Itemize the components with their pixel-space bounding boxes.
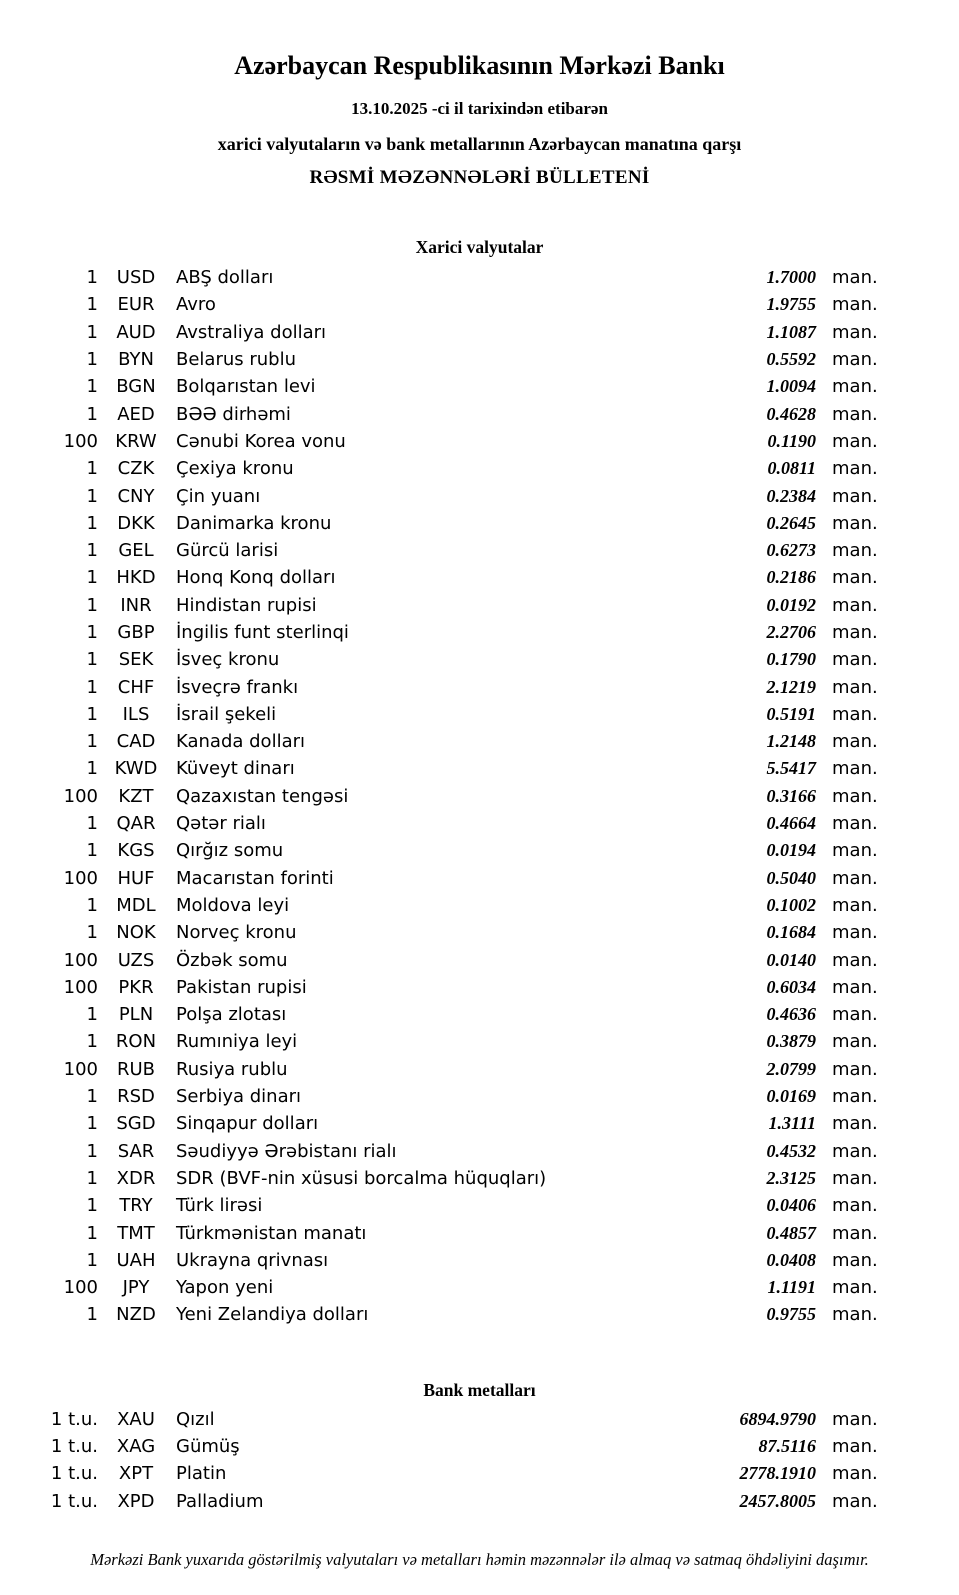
quantity-cell: 1 [86, 540, 98, 562]
currency-row [0, 1001, 890, 1028]
quantity-cell: 1 [86, 731, 98, 753]
quantity-cell: 1 [86, 894, 98, 916]
currency-row [0, 701, 890, 728]
name-cell: Danimarka kronu [176, 512, 332, 534]
code-cell: GEL [118, 540, 154, 562]
unit-cell: man. [832, 430, 878, 452]
unit-cell: man. [832, 1277, 878, 1299]
rate-cell: 0.0811 [767, 458, 816, 479]
name-cell: Özbək somu [176, 949, 288, 971]
quantity-cell: 1 t.u. [50, 1490, 98, 1512]
unit-cell: man. [832, 1304, 878, 1326]
unit-cell: man. [832, 321, 878, 343]
code-cell: MDL [116, 894, 156, 916]
currency-row [0, 619, 890, 646]
code-cell: DKK [117, 512, 155, 534]
currency-row [0, 1165, 890, 1192]
unit-cell: man. [832, 976, 878, 998]
rate-cell: 0.9755 [766, 1304, 816, 1325]
quantity-cell: 1 [86, 1304, 98, 1326]
unit-cell: man. [832, 813, 878, 835]
rate-cell: 0.4857 [766, 1222, 816, 1243]
quantity-cell: 1 [86, 840, 98, 862]
unit-cell: man. [832, 594, 878, 616]
rate-cell: 87.5116 [758, 1436, 816, 1457]
code-cell: UZS [117, 949, 155, 971]
unit-cell: man. [832, 267, 878, 289]
currency-row [0, 673, 890, 700]
rate-cell: 5.5417 [766, 758, 816, 779]
code-cell: AED [117, 403, 155, 425]
quantity-cell: 1 [86, 758, 98, 780]
rate-cell: 2.1219 [766, 676, 816, 697]
code-cell: TRY [119, 1195, 153, 1217]
name-cell: Rusiya rublu [176, 1058, 288, 1080]
rate-cell: 1.1087 [766, 321, 816, 342]
code-cell: KWD [114, 758, 158, 780]
rate-cell: 0.3879 [766, 1031, 816, 1052]
currency-row [0, 291, 890, 318]
metal-row [0, 1460, 890, 1487]
name-cell: Yapon yeni [176, 1277, 274, 1299]
code-cell: SAR [117, 1140, 155, 1162]
rate-cell: 0.2645 [766, 512, 816, 533]
currency-row [0, 482, 890, 509]
quantity-cell: 1 [86, 1113, 98, 1135]
unit-cell: man. [832, 649, 878, 671]
unit-cell: man. [832, 785, 878, 807]
name-cell: Cənubi Korea vonu [176, 430, 346, 452]
quantity-cell: 100 [63, 1277, 98, 1299]
name-cell: Gümüş [176, 1436, 240, 1458]
rate-cell: 0.3166 [766, 785, 816, 806]
rate-cell: 0.1002 [766, 894, 816, 915]
name-cell: İsrail şekeli [176, 703, 277, 725]
rate-cell: 1.0094 [766, 376, 816, 397]
name-cell: Çexiya kronu [176, 458, 294, 480]
code-cell: GBP [117, 622, 155, 643]
name-cell: Səudiyyə Ərəbistanı rialı [176, 1140, 397, 1162]
quantity-cell: 1 t.u. [50, 1436, 98, 1458]
code-cell: RUB [116, 1058, 156, 1080]
unit-cell: man. [832, 1408, 878, 1430]
name-cell: Honq Konq dolları [176, 567, 336, 589]
rate-cell: 2.3125 [766, 1167, 816, 1188]
currency-row [0, 1192, 890, 1219]
rate-cell: 0.5040 [766, 867, 816, 888]
quantity-cell: 1 [86, 458, 98, 480]
quantity-cell: 1 t.u. [50, 1463, 98, 1485]
rate-cell: 0.2384 [766, 485, 816, 506]
quantity-cell: 1 [86, 567, 98, 589]
rate-cell: 0.6034 [766, 976, 816, 997]
rate-cell: 2.0799 [766, 1058, 816, 1079]
name-cell: İsveç kronu [176, 649, 280, 671]
unit-cell: man. [832, 403, 878, 425]
rate-cell: 1.7000 [766, 267, 816, 288]
code-cell: SEK [118, 649, 154, 671]
currency-row [0, 728, 890, 755]
name-cell: Moldova leyi [176, 894, 290, 916]
code-cell: QAR [116, 813, 156, 835]
name-cell: Qızıl [176, 1408, 215, 1430]
code-cell: EUR [117, 294, 155, 316]
bank-name-title: Azərbaycan Respublikasının Mərkəzi Bankı [234, 51, 725, 80]
rate-cell: 0.4532 [766, 1140, 816, 1161]
rate-cell: 0.0194 [766, 840, 816, 861]
code-cell: XDR [116, 1167, 156, 1189]
unit-cell: man. [832, 1031, 878, 1053]
currency-row [0, 810, 890, 837]
name-cell: Kanada dolları [176, 731, 306, 753]
unit-cell: man. [832, 922, 878, 944]
unit-cell: man. [832, 703, 878, 725]
name-cell: Macarıstan forinti [176, 867, 334, 889]
code-cell: XAG [116, 1436, 156, 1458]
unit-cell: man. [832, 1463, 878, 1485]
rate-cell: 6894.9790 [739, 1408, 816, 1429]
quantity-cell: 1 [86, 1249, 98, 1271]
code-cell: JPY [122, 1277, 150, 1299]
code-cell: XPT [118, 1463, 154, 1485]
rate-cell: 0.4636 [766, 1004, 816, 1025]
unit-cell: man. [832, 376, 878, 398]
rate-cell: 0.2186 [766, 567, 816, 588]
unit-cell: man. [832, 567, 878, 589]
currency-row [0, 1274, 890, 1301]
bulletin-title: RƏSMİ MƏZƏNNƏLƏRİ BÜLLETENİ [309, 167, 650, 188]
code-cell: INR [120, 594, 152, 616]
unit-cell: man. [832, 1167, 878, 1189]
rate-cell: 2.2706 [766, 622, 816, 642]
code-cell: CNY [117, 485, 155, 507]
quantity-cell: 100 [63, 430, 98, 452]
unit-cell: man. [832, 1086, 878, 1108]
effective-date-line: 13.10.2025 -ci il tarixindən etibarən [351, 99, 608, 118]
quantity-cell: 100 [63, 949, 98, 971]
unit-cell: man. [832, 840, 878, 862]
rate-cell: 2457.8005 [739, 1490, 816, 1511]
rate-cell: 0.0140 [766, 949, 816, 970]
name-cell: Hindistan rupisi [176, 594, 317, 616]
quantity-cell: 1 [86, 294, 98, 316]
code-cell: XPD [117, 1490, 155, 1512]
name-cell: Norveç kronu [176, 922, 297, 944]
metals-table [0, 1406, 890, 1515]
quantity-cell: 1 [86, 1004, 98, 1026]
quantity-cell: 1 [86, 594, 98, 616]
currency-row [0, 1301, 890, 1328]
name-cell: Çin yuanı [176, 485, 261, 507]
currency-row [0, 1056, 890, 1083]
unit-cell: man. [832, 1058, 878, 1080]
rate-cell: 0.1684 [766, 922, 816, 943]
name-cell: Platin [176, 1463, 227, 1485]
metal-row [0, 1487, 890, 1514]
quantity-cell: 1 [86, 267, 98, 289]
unit-cell: man. [832, 1140, 878, 1162]
code-cell: ILS [122, 703, 150, 725]
name-cell: Bolqarıstan levi [176, 376, 316, 398]
code-cell: PKR [118, 976, 154, 998]
quantity-cell: 1 [86, 922, 98, 944]
rate-cell: 1.3111 [768, 1113, 816, 1134]
unit-cell: man. [832, 1195, 878, 1217]
unit-cell: man. [832, 731, 878, 753]
currency-table [0, 264, 890, 1329]
rate-cell: 0.0169 [766, 1086, 816, 1107]
code-cell: USD [116, 267, 156, 289]
quantity-cell: 1 [86, 813, 98, 835]
rate-cell: 0.4664 [766, 813, 816, 834]
code-cell: NZD [116, 1304, 156, 1326]
currency-row [0, 892, 890, 919]
name-cell: Qətər rialı [176, 813, 266, 835]
currency-row [0, 373, 890, 400]
code-cell: CAD [116, 731, 156, 753]
name-cell: Avro [176, 294, 216, 316]
name-cell: Ukrayna qrivnası [176, 1249, 329, 1271]
metal-row [0, 1433, 890, 1460]
rate-cell: 1.1191 [767, 1277, 816, 1298]
quantity-cell: 1 [86, 676, 98, 698]
currency-row [0, 564, 890, 591]
code-cell: UAH [116, 1249, 156, 1271]
quantity-cell: 1 [86, 485, 98, 507]
currency-row [0, 592, 890, 619]
code-cell: HUF [117, 867, 155, 889]
code-cell: PLN [118, 1004, 154, 1026]
unit-cell: man. [832, 894, 878, 916]
currency-row [0, 837, 890, 864]
rate-cell: 0.6273 [766, 540, 816, 561]
quantity-cell: 1 [86, 1195, 98, 1217]
currency-row [0, 974, 890, 1001]
name-cell: Sinqapur dolları [176, 1113, 319, 1135]
currency-row [0, 264, 890, 291]
quantity-cell: 1 [86, 1086, 98, 1108]
rate-cell: 0.1790 [766, 649, 816, 670]
rate-cell: 0.0192 [766, 594, 816, 615]
code-cell: BGN [116, 376, 156, 398]
quantity-cell: 1 [86, 703, 98, 725]
name-cell: Gürcü larisi [176, 540, 279, 562]
code-cell: RON [115, 1031, 157, 1053]
unit-cell: man. [832, 1436, 878, 1458]
quantity-cell: 1 [86, 403, 98, 425]
currency-row [0, 1028, 890, 1055]
rate-cell: 0.5191 [766, 703, 816, 724]
name-cell: Avstraliya dolları [176, 321, 327, 343]
name-cell: Qazaxıstan tengəsi [176, 785, 349, 807]
unit-cell: man. [832, 485, 878, 507]
code-cell: RSD [117, 1086, 155, 1108]
code-cell: NOK [116, 922, 156, 944]
unit-cell: man. [832, 349, 878, 371]
unit-cell: man. [832, 758, 878, 780]
unit-cell: man. [832, 458, 878, 480]
rate-cell: 2778.1910 [739, 1463, 816, 1484]
code-cell: HKD [116, 567, 156, 589]
currency-row [0, 1219, 890, 1246]
currency-row [0, 455, 890, 482]
quantity-cell: 100 [63, 867, 98, 889]
quantity-cell: 100 [63, 785, 98, 807]
name-cell: Serbiya dinarı [176, 1086, 301, 1108]
currency-row [0, 319, 890, 346]
currency-row [0, 755, 890, 782]
quantity-cell: 1 [86, 512, 98, 534]
code-cell: KGS [117, 840, 155, 862]
name-cell: İngilis funt sterlinqi [176, 622, 349, 643]
quantity-cell: 1 [86, 1031, 98, 1053]
rate-cell: 0.1190 [767, 430, 816, 451]
code-cell: BYN [118, 349, 154, 371]
quantity-cell: 100 [63, 1058, 98, 1080]
unit-cell: man. [832, 1004, 878, 1026]
unit-cell: man. [832, 540, 878, 562]
metal-row [0, 1406, 890, 1433]
currency-row [0, 1247, 890, 1274]
name-cell: Rumıniya leyi [176, 1031, 298, 1053]
bulletin-subtitle: xarici valyutaların və bank metallarının Azərbaycan manatına qarşı [217, 134, 742, 154]
currency-row [0, 537, 890, 564]
code-cell: SGD [116, 1113, 156, 1135]
rate-cell: 1.9755 [766, 294, 816, 315]
name-cell: Polşa zlotası [176, 1004, 287, 1026]
currency-row [0, 865, 890, 892]
currency-row [0, 1083, 890, 1110]
name-cell: BƏƏ dirhəmi [176, 403, 291, 425]
code-cell: CZK [117, 458, 155, 480]
rate-cell: 1.2148 [766, 731, 816, 752]
code-cell: KZT [118, 785, 154, 807]
code-cell: AUD [116, 321, 156, 343]
unit-cell: man. [832, 512, 878, 534]
code-cell: XAU [117, 1408, 155, 1430]
quantity-cell: 1 t.u. [50, 1408, 98, 1430]
rate-cell: 0.0406 [766, 1195, 816, 1216]
quantity-cell: 1 [86, 1222, 98, 1244]
currency-row [0, 946, 890, 973]
quantity-cell: 1 [86, 649, 98, 671]
rate-cell: 0.4628 [766, 403, 816, 424]
quantity-cell: 1 [86, 349, 98, 371]
unit-cell: man. [832, 867, 878, 889]
unit-cell: man. [832, 676, 878, 698]
currency-row [0, 510, 890, 537]
unit-cell: man. [832, 1249, 878, 1271]
quantity-cell: 1 [86, 622, 98, 643]
currency-row [0, 1138, 890, 1165]
quantity-cell: 1 [86, 321, 98, 343]
name-cell: İsveçrə frankı [176, 676, 299, 698]
name-cell: Qırğız somu [176, 840, 284, 862]
quantity-cell: 1 [86, 376, 98, 398]
code-cell: CHF [117, 676, 155, 698]
disclaimer-text: Mərkəzi Bank yuxarıda göstərilmiş valyutaları və metalları həmin məzənnələr ilə almaq və satmaq öhdəliyini daşımır. [90, 1549, 869, 1569]
name-cell: ABŞ dolları [176, 267, 274, 289]
name-cell: Belarus rublu [176, 349, 297, 371]
currency-row [0, 346, 890, 373]
unit-cell: man. [832, 294, 878, 316]
currency-row [0, 646, 890, 673]
name-cell: Palladium [176, 1490, 264, 1512]
code-cell: KRW [115, 430, 157, 452]
currencies-section-title: Xarici valyutalar [415, 237, 544, 257]
name-cell: Türk lirəsi [176, 1195, 263, 1217]
name-cell: Küveyt dinarı [176, 758, 295, 780]
currency-row [0, 428, 890, 455]
currency-row [0, 919, 890, 946]
quantity-cell: 1 [86, 1140, 98, 1162]
quantity-cell: 1 [86, 1167, 98, 1189]
currency-row [0, 783, 890, 810]
name-cell: Pakistan rupisi [176, 976, 307, 998]
currency-row [0, 1110, 890, 1137]
name-cell: Yeni Zelandiya dolları [176, 1304, 369, 1326]
name-cell: SDR (BVF-nin xüsusi borcalma hüquqları) [176, 1167, 547, 1189]
code-cell: TMT [117, 1222, 155, 1244]
unit-cell: man. [832, 1113, 878, 1135]
metals-section-title: Bank metalları [423, 1379, 536, 1400]
name-cell: Türkmənistan manatı [176, 1222, 367, 1244]
unit-cell: man. [832, 949, 878, 971]
currency-row [0, 400, 890, 427]
unit-cell: man. [832, 1222, 878, 1244]
unit-cell: man. [832, 1490, 878, 1512]
rate-cell: 0.5592 [766, 349, 816, 370]
quantity-cell: 100 [63, 976, 98, 998]
rate-cell: 0.0408 [766, 1249, 816, 1270]
unit-cell: man. [832, 622, 878, 643]
